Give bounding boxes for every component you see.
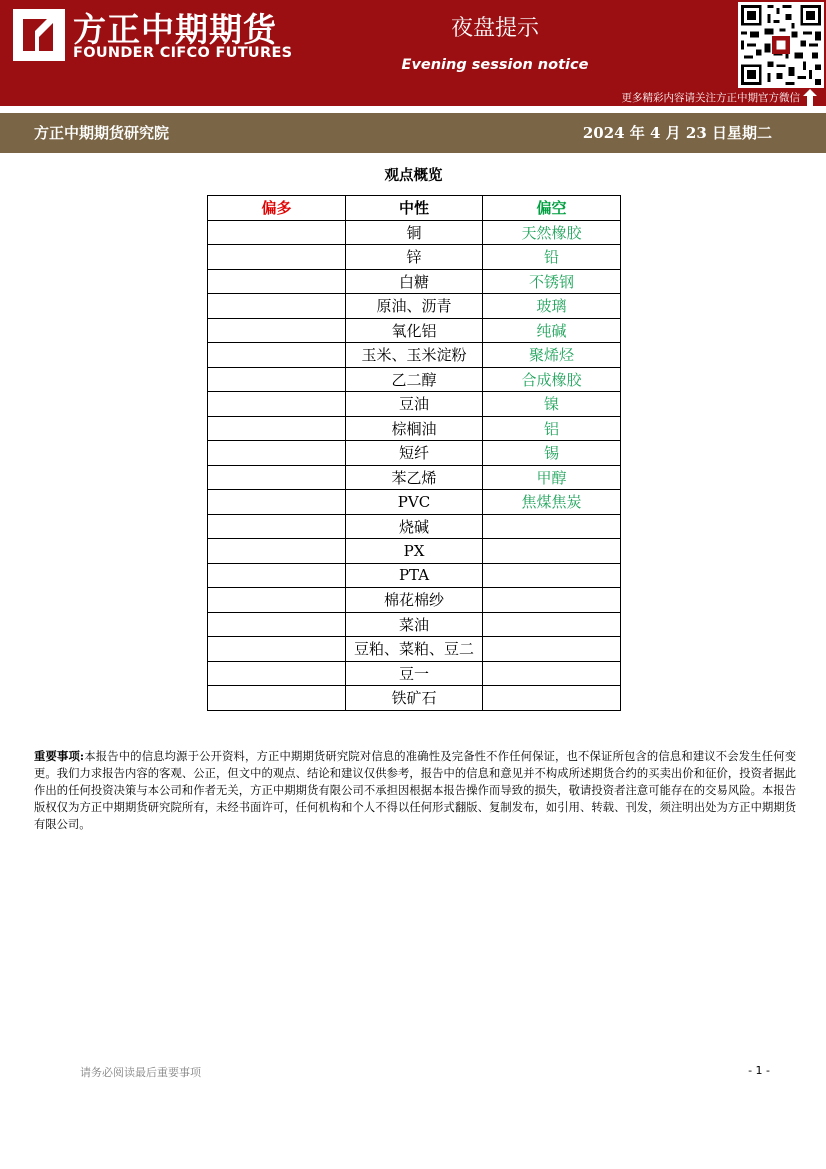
- cell-long: [208, 490, 346, 515]
- cell-long: [208, 637, 346, 662]
- cell-neutral: 铜: [346, 220, 483, 245]
- table-row: [208, 392, 621, 417]
- cell-short: [483, 686, 621, 711]
- cell-short: [483, 563, 621, 588]
- cell-neutral: PX: [346, 539, 483, 564]
- table-row: [208, 245, 621, 270]
- table-row: [208, 539, 621, 564]
- cell-short: [483, 588, 621, 613]
- cell-neutral: 豆一: [346, 661, 483, 686]
- cell-neutral: 玉米、玉米淀粉: [346, 343, 483, 368]
- cell-neutral: 乙二醇: [346, 367, 483, 392]
- table-row: [208, 588, 621, 613]
- cell-neutral: 棉花棉纱: [346, 588, 483, 613]
- cell-long: [208, 686, 346, 711]
- cell-neutral: 豆油: [346, 392, 483, 417]
- cell-long: [208, 294, 346, 319]
- cell-short: 不锈钢: [483, 269, 621, 294]
- table-row: [208, 661, 621, 686]
- cell-short: 锡: [483, 441, 621, 466]
- table-row: [208, 343, 621, 368]
- table-row: [208, 686, 621, 711]
- cell-neutral: 白糖: [346, 269, 483, 294]
- table-row: [208, 490, 621, 515]
- table-row: [208, 563, 621, 588]
- cell-neutral: PTA: [346, 563, 483, 588]
- document-subtitle: Evening session notice: [401, 57, 589, 73]
- views-overview-table: [207, 195, 621, 711]
- cell-long: [208, 269, 346, 294]
- cell-long: [208, 539, 346, 564]
- cell-neutral: 苯乙烯: [346, 465, 483, 490]
- header-short: 偏空: [483, 196, 621, 221]
- table-row: [208, 318, 621, 343]
- table-row: [208, 441, 621, 466]
- arrow-up-icon: [803, 89, 817, 106]
- cell-long: [208, 465, 346, 490]
- table-title: 观点概览: [384, 168, 443, 184]
- table-row: [208, 514, 621, 539]
- table-row: [208, 465, 621, 490]
- cell-short: [483, 661, 621, 686]
- wechat-qr-code-icon: [738, 2, 824, 88]
- cell-neutral: 棕榈油: [346, 416, 483, 441]
- table-row: [208, 294, 621, 319]
- founder-logo-icon: [13, 9, 65, 61]
- table-header-row: [208, 196, 621, 221]
- document-title: 夜盘提示: [450, 16, 539, 41]
- cell-long: [208, 318, 346, 343]
- cell-neutral: 原油、沥青: [346, 294, 483, 319]
- cell-neutral: 烧碱: [346, 514, 483, 539]
- cell-short: [483, 612, 621, 637]
- cell-long: [208, 220, 346, 245]
- table-row: [208, 269, 621, 294]
- cell-neutral: 锌: [346, 245, 483, 270]
- table-row: [208, 220, 621, 245]
- cell-short: [483, 514, 621, 539]
- page-number: - 1 -: [748, 1064, 770, 1077]
- cell-short: 镍: [483, 392, 621, 417]
- cell-long: [208, 588, 346, 613]
- table-row: [208, 367, 621, 392]
- cell-short: 玻璃: [483, 294, 621, 319]
- cell-neutral: 短纤: [346, 441, 483, 466]
- table-row: [208, 637, 621, 662]
- cell-short: 铝: [483, 416, 621, 441]
- header-neutral: 中性: [346, 196, 483, 221]
- cell-short: 纯碱: [483, 318, 621, 343]
- cell-long: [208, 441, 346, 466]
- cell-neutral: 豆粕、菜粕、豆二: [346, 637, 483, 662]
- cell-short: 铅: [483, 245, 621, 270]
- header-long: 偏多: [208, 196, 346, 221]
- cell-short: 合成橡胶: [483, 367, 621, 392]
- cell-long: [208, 416, 346, 441]
- disclaimer: [34, 748, 796, 833]
- cell-long: [208, 367, 346, 392]
- cell-neutral: 铁矿石: [346, 686, 483, 711]
- cell-short: 天然橡胶: [483, 220, 621, 245]
- footer-note: 请务必阅读最后重要事项: [80, 1066, 201, 1079]
- cell-long: [208, 563, 346, 588]
- institute-name: 方正中期期货研究院: [34, 124, 170, 142]
- cell-short: [483, 539, 621, 564]
- table-row: [208, 612, 621, 637]
- cell-neutral: 菜油: [346, 612, 483, 637]
- cell-short: 焦煤焦炭: [483, 490, 621, 515]
- disclaimer-text: 本报告中的信息均源于公开资料，方正中期期货研究院对信息的准确性及完备性不作任何保证，也不保证所包含的信息和建议不会发生任何变更。我们力求报告内容的客观、公正，但文中的观点、结论和建议仅供参考，报告中的信息和意见并不构成所述期货合约的买卖出价和征价，投资者据此作出的任何投资决策与本公司和作者无关，方正中期期货有限公司不承担因根据本报告操作而导致的损失，敬请投资者注意可能存在的交易风险。本报告版权仅为方正中期期货研究院所有，未经书面许可，任何机构和个人不得以任何形式翻版、复制发布，如引用、转载、刊发，须注明出处为方正中期期货有限公司。: [34, 750, 797, 831]
- cell-long: [208, 612, 346, 637]
- company-name-en: FOUNDER CIFCO FUTURES: [73, 45, 293, 61]
- cell-long: [208, 343, 346, 368]
- cell-short: [483, 637, 621, 662]
- cell-neutral: 氧化铝: [346, 318, 483, 343]
- follow-wechat-note: 更多精彩内容请关注方正中期官方微信: [621, 92, 800, 104]
- cell-long: [208, 661, 346, 686]
- report-date: 2024 年 4 月 23 日星期二: [582, 124, 772, 142]
- cell-short: 聚烯烃: [483, 343, 621, 368]
- cell-long: [208, 392, 346, 417]
- company-name-cn: 方正中期期货: [73, 10, 277, 49]
- disclaimer-label: 重要事项:: [34, 749, 85, 763]
- cell-short: 甲醇: [483, 465, 621, 490]
- cell-long: [208, 245, 346, 270]
- cell-neutral: PVC: [346, 490, 483, 515]
- table-row: [208, 416, 621, 441]
- cell-long: [208, 514, 346, 539]
